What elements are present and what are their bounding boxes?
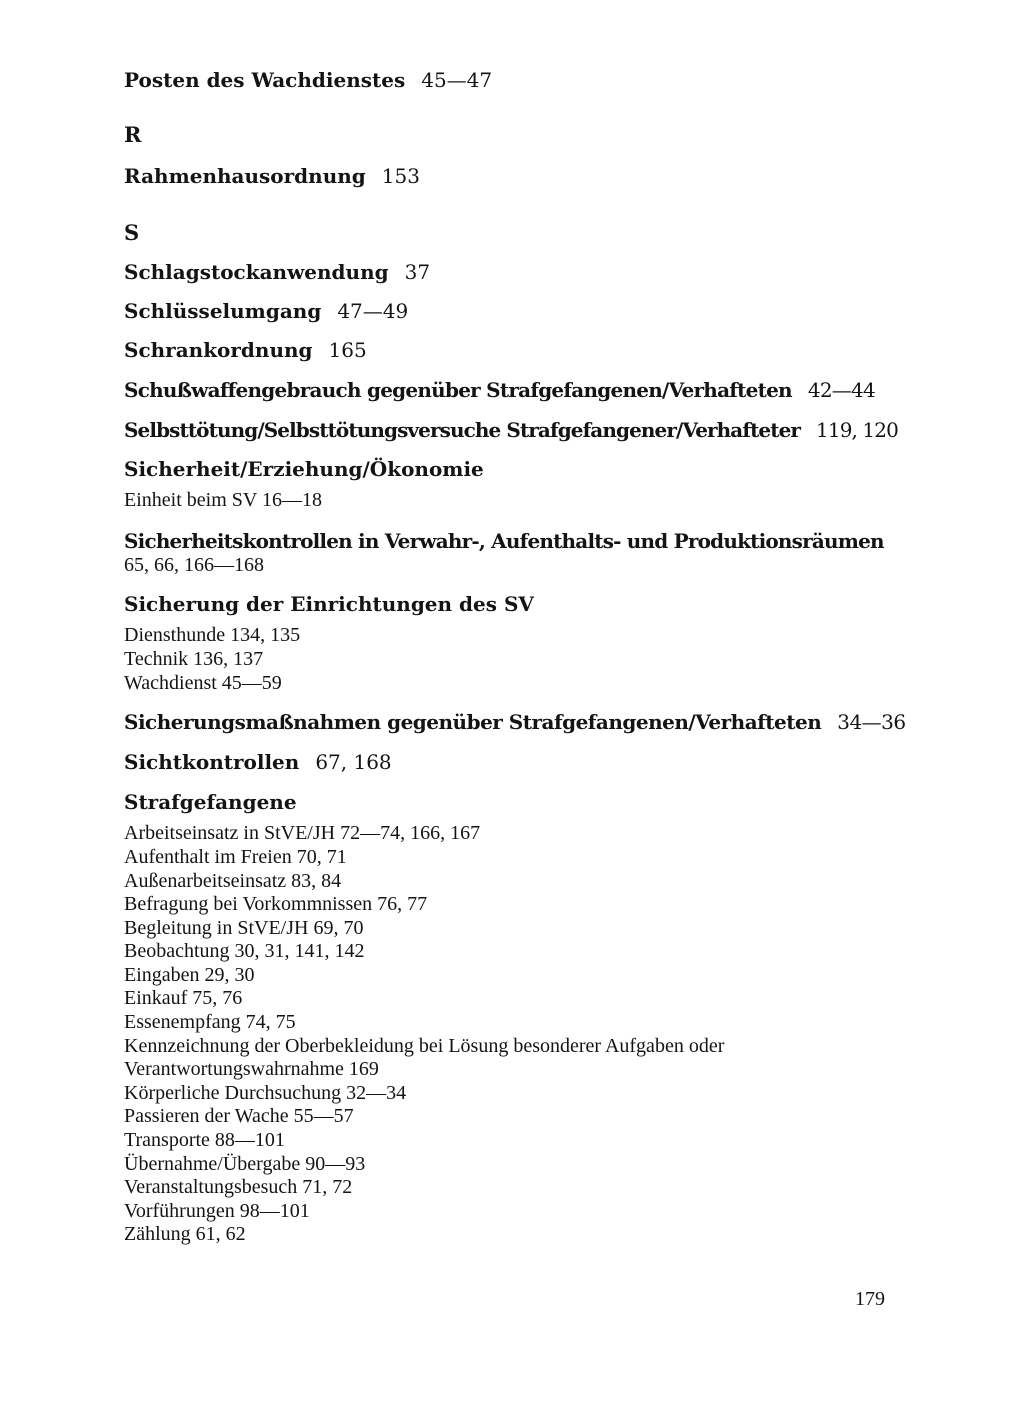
index-subentry: Transporte 88—101 — [124, 1129, 285, 1151]
index-pages-line: 65, 66, 166—168 — [124, 554, 264, 576]
index-subentry: Veranstaltungsbesuch 71, 72 — [124, 1176, 353, 1198]
index-term: Selbsttötung/Selbsttötungsversuche Strafgefangener/Verhafteter — [124, 418, 801, 442]
index-entry-schusswaffengebrauch — [124, 380, 875, 400]
index-pages: 165 — [328, 338, 367, 362]
index-entry-posten — [124, 70, 492, 90]
index-pages: 119, 120 — [816, 418, 898, 442]
index-subentry: Befragung bei Vorkommnissen 76, 77 — [124, 893, 428, 915]
index-entry-sicherheitskontrollen: Sicherheitskontrollen in Verwahr-, Aufenthalts- und Produktionsräumen — [124, 529, 884, 553]
index-subentry: Wachdienst 45—59 — [124, 672, 282, 694]
index-subentry: Zählung 61, 62 — [124, 1223, 246, 1245]
index-term: Posten des Wachdienstes — [124, 68, 406, 92]
index-subentry: Aufenthalt im Freien 70, 71 — [124, 846, 347, 868]
index-subentry: Körperliche Durchsuchung 32—34 — [124, 1082, 407, 1104]
index-subentry: Technik 136, 137 — [124, 648, 264, 670]
index-pages: 45—47 — [421, 68, 493, 92]
index-subentry: Einkauf 75, 76 — [124, 987, 243, 1009]
index-pages: 153 — [381, 164, 420, 188]
index-entry-schluesselumgang — [124, 301, 408, 321]
index-subentry: Übernahme/Übergabe 90—93 — [124, 1153, 366, 1175]
index-entry-rahmenhausordnung — [124, 166, 420, 186]
index-entry-schrankordnung — [124, 340, 367, 360]
index-subentry: Begleitung in StVE/JH 69, 70 — [124, 917, 364, 939]
index-entry-sicherheit: Sicherheit/Erziehung/Ökonomie — [124, 457, 484, 481]
index-entry-sichtkontrollen — [124, 752, 392, 772]
index-subentry: Passieren der Wache 55—57 — [124, 1105, 354, 1127]
index-subentry: Eingaben 29, 30 — [124, 964, 255, 986]
index-pages: 67, 168 — [315, 750, 392, 774]
index-term: Schlüsselumgang — [124, 299, 322, 323]
index-entry-sicherung: Sicherung der Einrichtungen des SV — [124, 592, 534, 616]
index-term: Schußwaffengebrauch gegenüber Strafgefangenen/Verhafteten — [124, 378, 792, 402]
index-term: Sichtkontrollen — [124, 750, 300, 774]
letter-heading-s: S — [124, 220, 140, 245]
index-term: Schrankordnung — [124, 338, 313, 362]
index-subentry: Kennzeichnung der Oberbekleidung bei Lösung besonderer Aufgaben oder — [124, 1035, 725, 1057]
index-term: Schlagstockanwendung — [124, 260, 389, 284]
index-subentry: Vorführungen 98—101 — [124, 1200, 310, 1222]
index-pages: 37 — [404, 260, 431, 284]
page-number: 179 — [855, 1288, 885, 1310]
index-subentry: Essenempfang 74, 75 — [124, 1011, 296, 1033]
index-entry-sicherungsmassnahmen — [124, 712, 906, 732]
index-subentry: Verantwortungswahrnahme 169 — [124, 1058, 379, 1080]
index-subentry: Diensthunde 134, 135 — [124, 624, 301, 646]
index-subentry: Arbeitseinsatz in StVE/JH 72—74, 166, 167 — [124, 822, 481, 844]
index-term: Sicherungsmaßnahmen gegenüber Strafgefangenen/Verhafteten — [124, 710, 822, 734]
index-pages: 47—49 — [337, 299, 409, 323]
letter-heading-r: R — [124, 122, 142, 147]
index-subentry: Einheit beim SV 16—18 — [124, 489, 322, 511]
index-subentry: Außenarbeitseinsatz 83, 84 — [124, 870, 342, 892]
index-pages: 34—36 — [837, 710, 906, 734]
index-term: Rahmenhausordnung — [124, 164, 366, 188]
index-entry-strafgefangene: Strafgefangene — [124, 790, 297, 814]
index-entry-schlagstockanwendung — [124, 262, 430, 282]
index-entry-selbsttoetung — [124, 420, 898, 440]
index-pages: 42—44 — [807, 378, 876, 402]
index-subentry: Beobachtung 30, 31, 141, 142 — [124, 940, 365, 962]
